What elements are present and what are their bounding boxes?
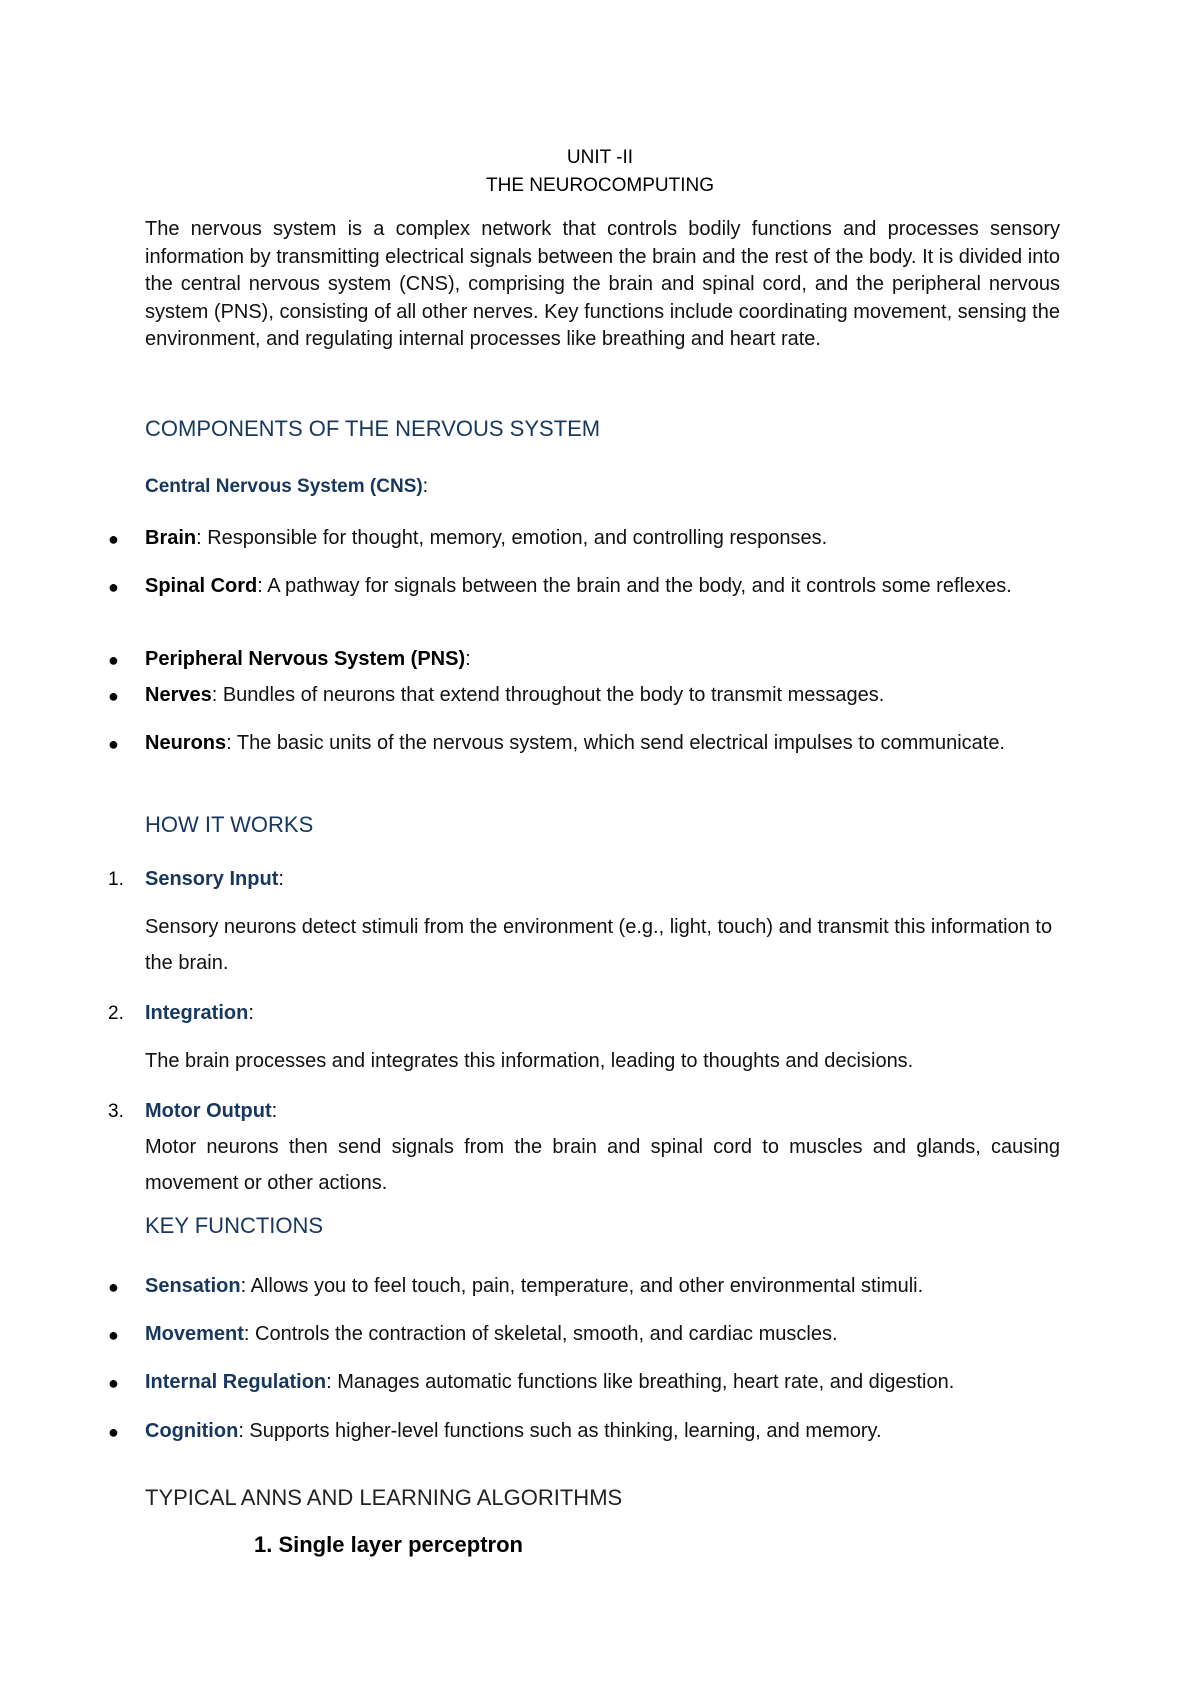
step-number: 3. [108,1101,124,1122]
bullet-icon: ● [108,1277,119,1297]
list-item-pns [145,641,1060,677]
step-term: Integration [145,1002,249,1024]
bullet-icon: ● [108,650,119,670]
item-term: Spinal Cord [145,575,258,597]
list-item-internal-regulation [145,1364,1060,1400]
item-desc: : Bundles of neurons that extend throughout the body to transmit messages. [211,684,885,706]
step-number: 2. [108,1003,124,1024]
step-title-integration: Integration: [145,1002,254,1024]
anns-heading: TYPICAL ANNS AND LEARNING ALGORITHMS [145,1485,623,1510]
bullet-icon: ● [108,1422,119,1442]
step-title-sensory-input: Sensory Input: [145,868,284,890]
item-term: Cognition [145,1420,239,1442]
bullet-icon: ● [108,1325,119,1345]
item-desc: : A pathway for signals between the brain and the body, and it controls some reflexes. [257,575,1012,597]
item-term: Movement [145,1323,244,1345]
bullet-icon: ● [108,686,119,706]
bullet-icon: ● [108,734,119,754]
item-desc: : Responsible for thought, memory, emotion, and controlling responses. [196,527,828,549]
step-desc-sensory-input: Sensory neurons detect stimuli from the environment (e.g., light, touch) and transmit this information to the brain. [145,916,1053,974]
key-functions-heading: KEY FUNCTIONS [145,1213,324,1238]
item-desc: : Allows you to feel touch, pain, temperature, and other environmental stimuli. [240,1275,924,1297]
step-desc-integration: The brain processes and integrates this information, leading to thoughts and decisions. [145,1050,914,1072]
list-item-neurons [145,725,1060,761]
main-title: THE NEUROCOMPUTING [486,175,714,196]
item-term: Sensation [145,1275,241,1297]
components-heading: COMPONENTS OF THE NERVOUS SYSTEM [145,416,601,441]
item-term: Nerves [145,684,212,706]
bullet-icon: ● [108,577,119,597]
cns-label: Central Nervous System (CNS) [145,476,423,497]
step-desc-motor-output: Motor neurons then send signals from the brain and spinal cord to muscles and glands, causing movement or other actions. [145,1136,1060,1194]
item-desc: : Manages automatic functions like breathing, heart rate, and digestion. [326,1371,955,1393]
item-term: Peripheral Nervous System (PNS) [145,648,466,670]
list-item-movement [145,1316,1060,1352]
item-term: Brain [145,527,197,549]
item-term: Neurons [145,732,227,754]
how-it-works-heading: HOW IT WORKS [145,812,314,837]
item-desc: : Supports higher-level functions such as thinking, learning, and memory. [238,1420,882,1442]
step-title-motor-output: Motor Output: [145,1100,278,1122]
cns-subheading: Central Nervous System (CNS): [145,476,428,497]
list-item-spinal-cord [145,568,1060,604]
item-desc: : [465,648,471,670]
list-item-nerves [145,677,1060,713]
step-term: Sensory Input [145,868,279,890]
step-number: 1. [108,869,124,890]
item-term: Internal Regulation [145,1371,327,1393]
bullet-icon: ● [108,529,119,549]
unit-title: UNIT -II [566,147,634,168]
list-item-cognition [145,1413,1060,1449]
item-desc: : The basic units of the nervous system, which send electrical impulses to communicate. [226,732,1005,754]
item-desc: : Controls the contraction of skeletal, smooth, and cardiac muscles. [243,1323,838,1345]
intro-paragraph: The nervous system is a complex network that controls bodily functions and processes sensory information by transmitting electrical signals between the brain and the rest of the body. It is divided into the central nervous system (CNS), comprising the brain and spinal cord, and the peripheral nervous system (PNS), consisting of all other nerves. Key functions include coordinating movement, sensing the environment, and regulating internal processes like breathing and heart rate. [145,218,1060,351]
list-item-sensation [145,1268,1060,1304]
single-layer-perceptron-heading: 1. Single layer perceptron [254,1532,523,1557]
step-term: Motor Output [145,1100,272,1122]
bullet-icon: ● [108,1373,119,1393]
list-item-brain [145,520,1060,556]
